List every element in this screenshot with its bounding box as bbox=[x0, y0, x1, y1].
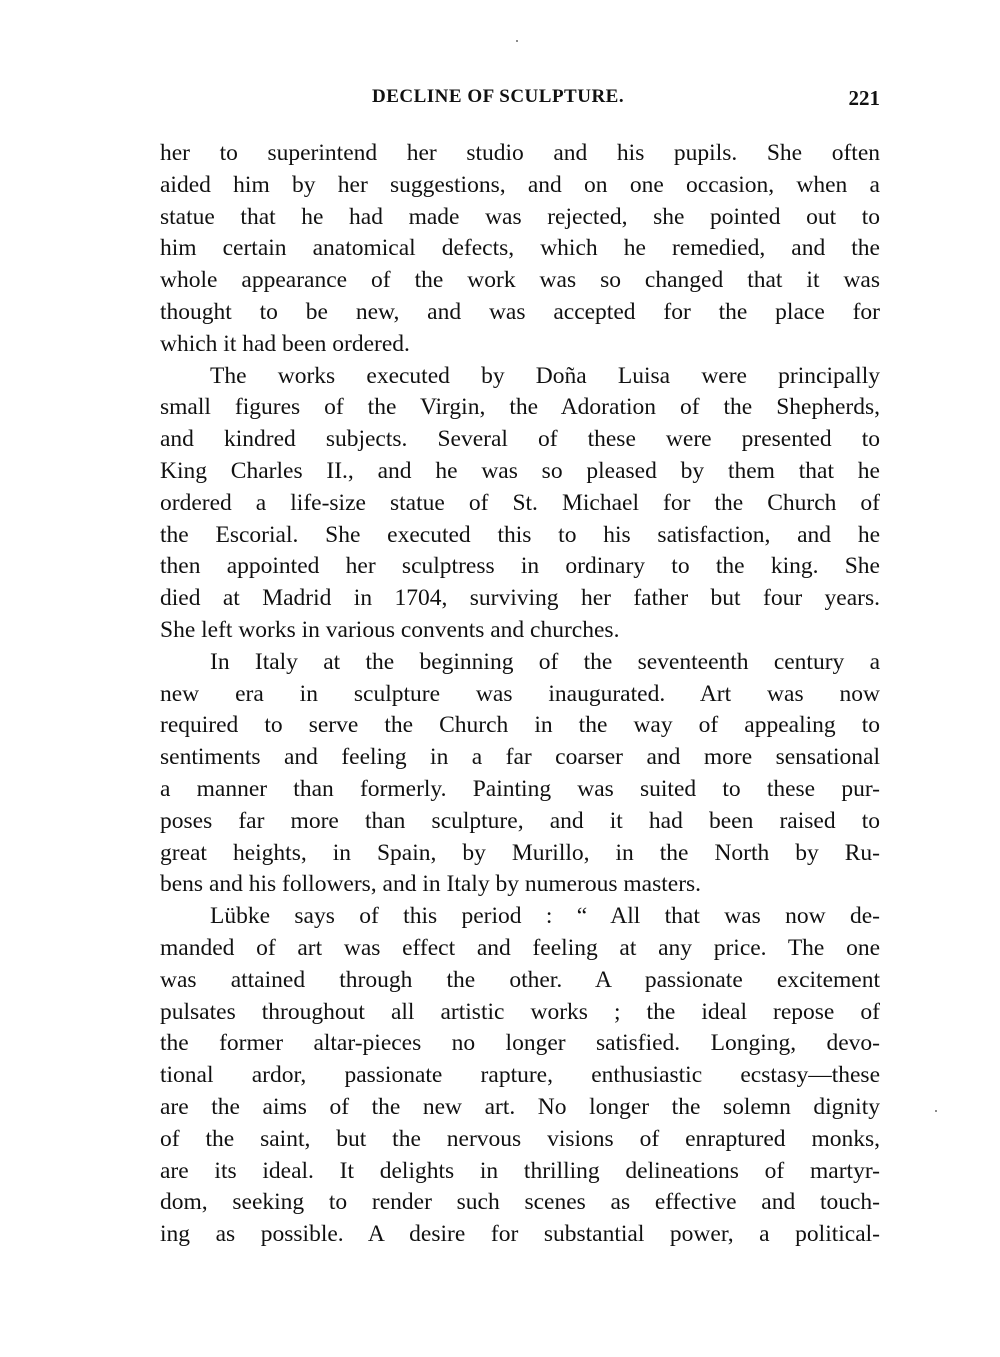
paragraph bbox=[160, 138, 880, 361]
text-line: are the aims of the new art. No longer the solemn dignity bbox=[160, 1093, 880, 1120]
text-line: pulsates throughout all artistic works ; the ideal repose of bbox=[160, 998, 880, 1025]
text-line: bens and his followers, and in Italy by numerous masters. bbox=[160, 871, 702, 898]
text-line: aided him by her suggestions, and on one occasion, when a bbox=[160, 171, 880, 198]
text-line: statue that he had made was rejected, she pointed out to bbox=[160, 203, 880, 230]
body-text bbox=[160, 138, 880, 1251]
text-line: the former altar-pieces no longer satisfied. Longing, devo- bbox=[160, 1030, 880, 1057]
text-line: of the saint, but the nervous visions of enraptured monks, bbox=[160, 1125, 880, 1152]
text-line: ordered a life-size statue of St. Michael for the Church of bbox=[160, 489, 880, 516]
page-number: 221 bbox=[848, 86, 880, 110]
text-line: ing as possible. A desire for substantial power, a political- bbox=[160, 1221, 880, 1248]
text-line: him certain anatomical defects, which he remedied, and the bbox=[160, 235, 880, 262]
text-line: a manner than formerly. Painting was suited to these pur- bbox=[160, 775, 880, 802]
paragraph bbox=[160, 647, 880, 901]
paragraph bbox=[160, 901, 880, 1251]
text-line: manded of art was effect and feeling at any price. The one bbox=[160, 934, 880, 961]
text-line: was attained through the other. A passionate excitement bbox=[160, 966, 880, 993]
text-line: In Italy at the beginning of the seventeenth century a bbox=[210, 648, 880, 675]
text-line: Lübke says of this period : “ All that was now de- bbox=[210, 903, 880, 930]
text-line: new era in sculpture was inaugurated. Art was now bbox=[160, 680, 880, 707]
scan-speck bbox=[935, 1110, 937, 1112]
text-line: and kindred subjects. Several of these were presented to bbox=[160, 426, 880, 453]
text-line: are its ideal. It delights in thrilling delineations of martyr- bbox=[160, 1157, 880, 1184]
text-line: small figures of the Virgin, the Adoration of the Shepherds, bbox=[160, 394, 880, 421]
text-line: dom, seeking to render such scenes as effective and touch- bbox=[160, 1189, 880, 1216]
text-line: then appointed her sculptress in ordinary to the king. She bbox=[160, 553, 880, 580]
text-line: She left works in various convents and churches. bbox=[160, 616, 620, 643]
running-head bbox=[150, 86, 880, 114]
text-line: King Charles II., and he was so pleased by them that he bbox=[160, 457, 880, 484]
text-line: the Escorial. She executed this to his satisfaction, and he bbox=[160, 521, 880, 548]
text-line: required to serve the Church in the way of appealing to bbox=[160, 712, 880, 739]
running-title: DECLINE OF SCULPTURE. bbox=[372, 86, 625, 107]
text-line: The works executed by Doña Luisa were principally bbox=[210, 362, 880, 389]
text-line: her to superintend her studio and his pupils. She often bbox=[160, 140, 880, 166]
text-line: tional ardor, passionate rapture, enthusiastic ecstasy—these bbox=[160, 1062, 880, 1089]
text-line: thought to be new, and was accepted for the place for bbox=[160, 298, 880, 325]
text-line: sentiments and feeling in a far coarser and more sensational bbox=[160, 744, 880, 771]
text-line: whole appearance of the work was so changed that it was bbox=[160, 267, 880, 294]
text-line: which it had been ordered. bbox=[160, 330, 410, 357]
scan-speck bbox=[516, 40, 518, 42]
text-line: died at Madrid in 1704, surviving her father but four years. bbox=[160, 585, 880, 612]
text-line: poses far more than sculpture, and it had been raised to bbox=[160, 807, 880, 834]
text-line: great heights, in Spain, by Murillo, in the North by Ru- bbox=[160, 839, 880, 866]
paragraph bbox=[160, 361, 880, 647]
